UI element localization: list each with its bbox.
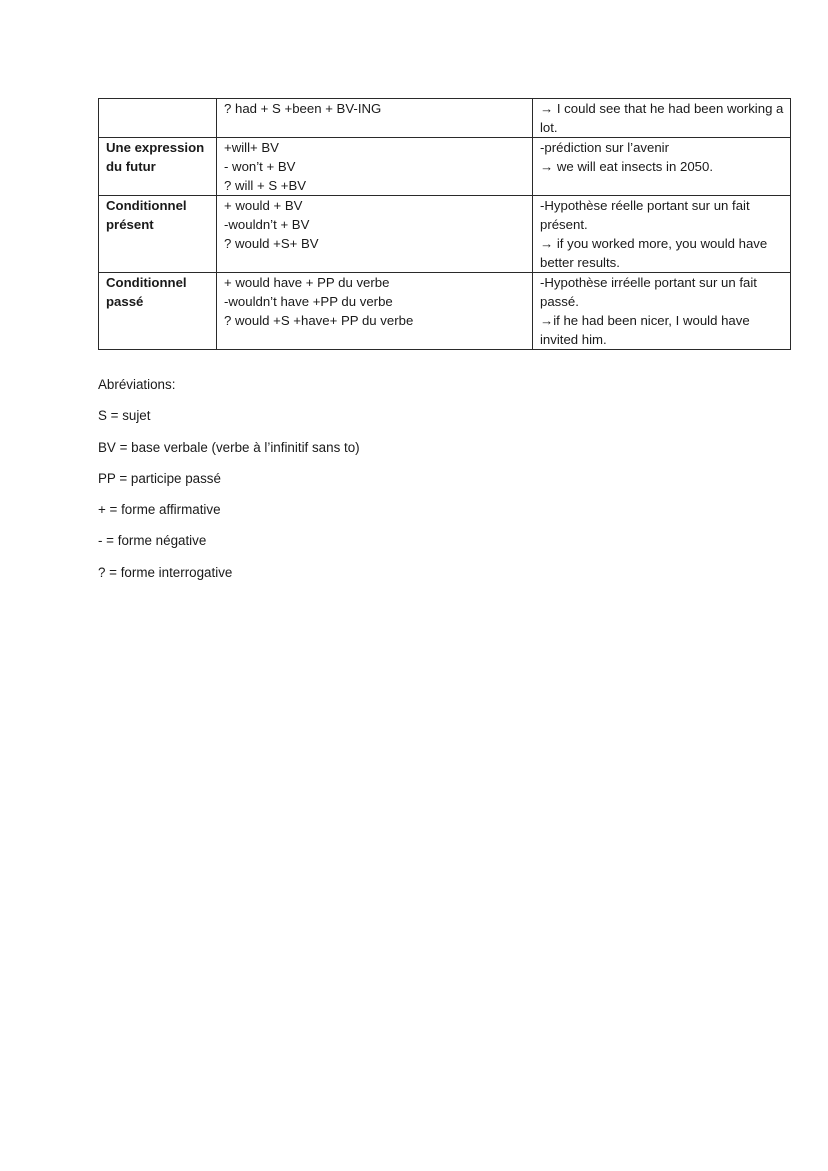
table-row bbox=[99, 196, 791, 273]
abbreviation-item: - = forme négative bbox=[98, 533, 207, 549]
abbreviation-item: + = forme affirmative bbox=[98, 502, 221, 518]
grammar-table bbox=[98, 98, 791, 350]
usage-cell bbox=[533, 273, 791, 350]
row-heading bbox=[99, 99, 217, 138]
form-line: + would + BV bbox=[224, 198, 303, 213]
form-line: + would have + PP du verbe bbox=[224, 275, 390, 290]
usage-line: → I could see that he had been working a lot. bbox=[540, 101, 784, 135]
usage-line: → we will eat insects in 2050. bbox=[540, 159, 713, 174]
form-line: - won’t + BV bbox=[224, 159, 296, 174]
form-line: ? will + S +BV bbox=[224, 178, 307, 193]
usage-line: -Hypothèse irréelle portant sur un fait passé. bbox=[540, 275, 757, 309]
abbreviation-item: BV = base verbale (verbe à l’infinitif sans to) bbox=[98, 439, 360, 455]
form-line: -wouldn’t + BV bbox=[224, 217, 310, 232]
abbreviations-section bbox=[98, 375, 360, 594]
form-line: ? had + S +been + BV-ING bbox=[224, 101, 382, 116]
row-heading: Une expression du futur bbox=[99, 138, 217, 196]
row-heading: Conditionnel passé bbox=[99, 273, 217, 350]
usage-line: -Hypothèse réelle portant sur un fait présent. bbox=[540, 198, 750, 232]
abbreviations-title: Abréviations: bbox=[98, 377, 176, 392]
form-line: -wouldn’t have +PP du verbe bbox=[224, 294, 393, 309]
form-line: +will+ BV bbox=[224, 140, 279, 155]
usage-cell bbox=[533, 196, 791, 273]
usage-cell bbox=[533, 138, 791, 196]
usage-cell bbox=[533, 99, 791, 138]
usage-line: -prédiction sur l’avenir bbox=[540, 140, 669, 155]
form-cell bbox=[217, 138, 533, 196]
abbreviation-item: PP = participe passé bbox=[98, 470, 221, 486]
form-line: ? would +S+ BV bbox=[224, 236, 319, 251]
form-cell bbox=[217, 273, 533, 350]
row-heading: Conditionnel présent bbox=[99, 196, 217, 273]
abbreviation-item: S = sujet bbox=[98, 408, 151, 424]
form-line: ? would +S +have+ PP du verbe bbox=[224, 313, 414, 328]
table-row bbox=[99, 138, 791, 196]
abbreviation-item: ? = forme interrogative bbox=[98, 564, 233, 580]
usage-line: →if he had been nicer, I would have invited him. bbox=[540, 313, 750, 347]
usage-line: → if you worked more, you would have better results. bbox=[540, 236, 768, 270]
table-row bbox=[99, 99, 791, 138]
form-cell bbox=[217, 99, 533, 138]
form-cell bbox=[217, 196, 533, 273]
table-row bbox=[99, 273, 791, 350]
